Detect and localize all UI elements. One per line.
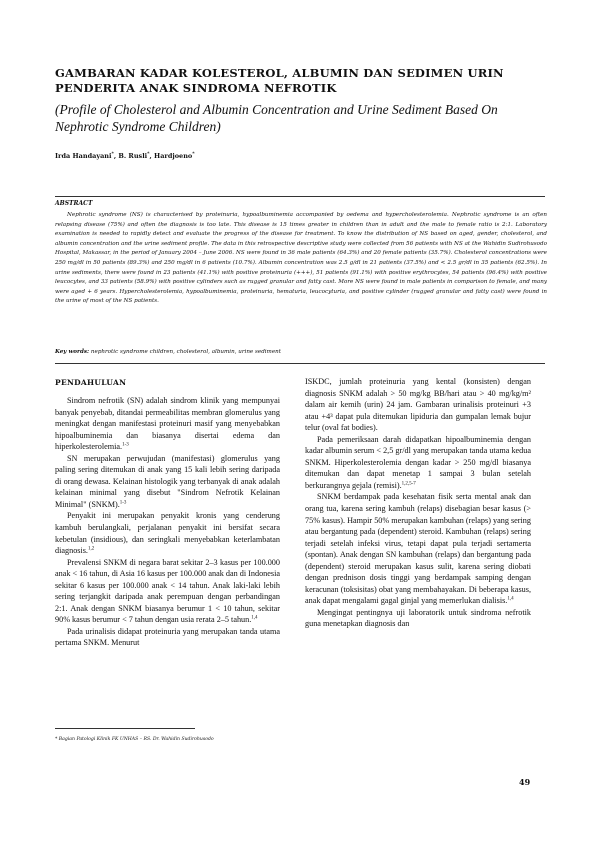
affiliation-marker: *: [147, 152, 150, 157]
paragraph-text: Sindrom nefrotik (SN) adalah sindrom klinik yang mempunyai banyak penyebab, ditandai permeabilitas membran glomerulus yang meningkat dengan manifestasi proteinuri masif yang menyebabkan hipoalbuminemia dan biasanya disertai edema dan hiperkolesterolemia.: [55, 396, 280, 452]
body-column-right: [305, 376, 531, 630]
paragraph: [305, 376, 531, 434]
abstract-heading: ABSTRACT: [55, 200, 93, 207]
paragraph-text: SN merupakan perwujudan (manifestasi) glomerulus yang paling sering ditemukan di anak yang 15 kali lebih sering daripada di orang dewasa. Kelainan histologik yang terbanyak di anak adalah kelainan minimal yang disebut "Sindrom Nefrotik Kelainan Minimal" (SNKM).: [55, 453, 280, 509]
paragraph: [305, 491, 531, 606]
citation: 1-3: [122, 442, 129, 448]
author-list: [55, 152, 455, 160]
footnote-divider: [55, 728, 195, 729]
abstract-top-divider: [55, 196, 545, 197]
author-name: Hardjoeno: [154, 152, 193, 161]
paragraph: [55, 453, 280, 511]
paragraph-text: ISKDC, jumlah proteinuria yang kental (konsisten) dengan diagnosis SNKM adalah > 50 mg/kg BB/hari atau > 40 mg/kg/m² dalam air kemih (urin) 24 jam. Gambaran urinalisis proteinuri +3 atau +4³ dapat pula ditemukan lipiduria dan gumpalan lemak bujur telur (oval fat bodies).: [305, 377, 531, 433]
affiliation-marker: *: [192, 152, 195, 157]
citation: 1-3: [119, 500, 127, 506]
body-column-left: [55, 395, 280, 649]
keywords-line: [55, 349, 545, 355]
author-name: B. Rusli: [118, 152, 148, 161]
paragraph-text: Prevalensi SNKM di negara barat sekitar 2–3 kasus per 100.000 anak < 16 tahun, di Asia 16 kasus per 100.000 anak dan di Indonesia sekitar 6 kasus per 100.000 anak < 14 tahun. Anak laki-laki lebih sering terjangkit daripada anak perempuan dengan perbandingan 2:1. Anak dengan SNKM biasanya berumur 1 < 10 tahun, sekitar 90% kasus berumur < 7 tahun dengan usia rerata 2–5 tahun.: [55, 557, 280, 625]
paragraph: [55, 626, 280, 649]
citation: 1,2,5-7: [401, 481, 416, 487]
paragraph-text: Pada pemeriksaan darah didapatkan hipoalbuminemia dengan kadar albumin serum < 2,5 gr/dl yang merupakan tanda utama kedua SNKM. Hiperkolesterolemia dengan kadar > 250 mg/dl biasanya ditemukan dan dapat menetap 1 sampai 3 bulan setelah berkurangnya gejala (remisi).: [305, 434, 531, 490]
section-heading: PENDAHULUAN: [55, 378, 127, 387]
author-separator: ,: [149, 152, 155, 161]
paragraph: [305, 434, 531, 492]
paragraph: [305, 607, 531, 630]
paragraph-text: Mengingat pentingnya uji laboratorik untuk sindroma nefrotik guna menetapkan diagnosis dan: [305, 607, 531, 629]
paragraph-text: Penyakit ini merupakan penyakit kronis yang cenderung kambuh berulangkali, perjalanan penyakit ini bersifat secara kebetulan (insidious), dan seringkali menyebabkan keterlambatan diagnosis.: [55, 511, 280, 556]
affiliation-footnote: * Bagian Patologi Klinik FK UNHAS – RS. Dr. Wahidin Sudirohusodo: [55, 737, 214, 742]
paragraph-text: SNKM berdampak pada kesehatan fisik serta mental anak dan orang tua, karena sering kambuh (relaps) disebagian besar kasus (> 75% kasus). Hampir 50% merupakan kambuhan (relaps) yang sering atau bergantung pada (dependent) steroid. Kambuhan (relaps) sering terjadi setelah infeksi virus, tetapi dapat pula terjadi sertamerta (spontan). Anak dengan SN kambuhan (relaps) dan bergantung pada (dependent) steroid merupakan kasus sulit, karena sering diobati dengan prednison dosis tinggi yang berdampak samping dengan keracunan (toksisitas) obat yang membahayakan. Di beberapa kasus, anak dapat mengalami gagal ginjal yang memerlukan dialisis.: [305, 492, 531, 606]
abstract-text: Nephrotic syndrome (NS) is characterised by proteinuria, hypoalbuminemia accompanied by oedema and hypercholesterolemia. Nephrotic syndrome is an often relapsing disease (75%) and often the diagnosis is too late. This disease is 15 times greater in children than in adult and the male to female ratio is 2:1. Laboratory examination is needed to rapidly detect and evaluate the progress of the disease for treatment. To know the distribution of NS based on aged, gender, cholesterol, and albumin concentration and the urine sediment profile. The data in this retrospective descriptive study were collected from 56 patients with NS at the Wahidin Sudirohusodo Hospital, Makassar, in the period of January 2004 – June 2006. NS were found in 36 male patients (64.3%) and 20 female patients (35.7%). Cholesterol concentrations were 250 mg/dl in 50 patients (89.3%) and 250 mg/dl in 6 patients (10.7%). Albumin concentration was 2.5 g/dl in 21 patients (37.5%) and < 2.5 gr/dl in 35 patients (62.5%). In urine sediments, there were found in 23 patients (41.1%) with positive proteinuria (+++), 51 patients (91.1%) with positive erythrocytes, 54 patients (96.4%) with positive leucocytes, and 33 patients (58.9%) with positive cylinders such as rugged granular and fatty cast. More NS were found in male patients in comparison to female, and many were aged + 6 years. Hypercholesterolemia, hypoalbuminemia, proteinuria, hematuria, leucocyturia, and positive cylinder (rugged granular and fatty cast) were found in the urine of most of the NS patients.: [55, 212, 547, 305]
citation: 1,4: [507, 596, 514, 602]
citation: 1,4: [251, 615, 258, 621]
page-number: 49: [519, 777, 531, 787]
keywords-label: Key words:: [55, 349, 90, 355]
paragraph: [55, 510, 280, 556]
abstract-bottom-divider: [55, 363, 545, 364]
article-subtitle: (Profile of Cholesterol and Albumin Concentration and Urine Sediment Based On Nephrotic Syndrome Children): [55, 102, 498, 134]
author-separator: ,: [113, 152, 119, 161]
keywords-list: nephrotic syndrome children, cholesterol, albumin, urine sediment: [89, 349, 282, 355]
paragraph: [55, 395, 280, 453]
citation: 1,2: [87, 546, 95, 552]
article-title: GAMBARAN KADAR KOLESTEROL, ALBUMIN DAN SEDIMEN URIN PENDERITA ANAK SINDROMA NEFROTIK: [55, 66, 504, 95]
affiliation-marker: *: [111, 152, 114, 157]
author-name: Irda Handayani: [55, 152, 112, 161]
paragraph-text: Pada urinalisis didapat proteinuria yang merupakan tanda utama pertama SNKM. Menurut: [55, 626, 280, 648]
paragraph: [55, 557, 280, 626]
